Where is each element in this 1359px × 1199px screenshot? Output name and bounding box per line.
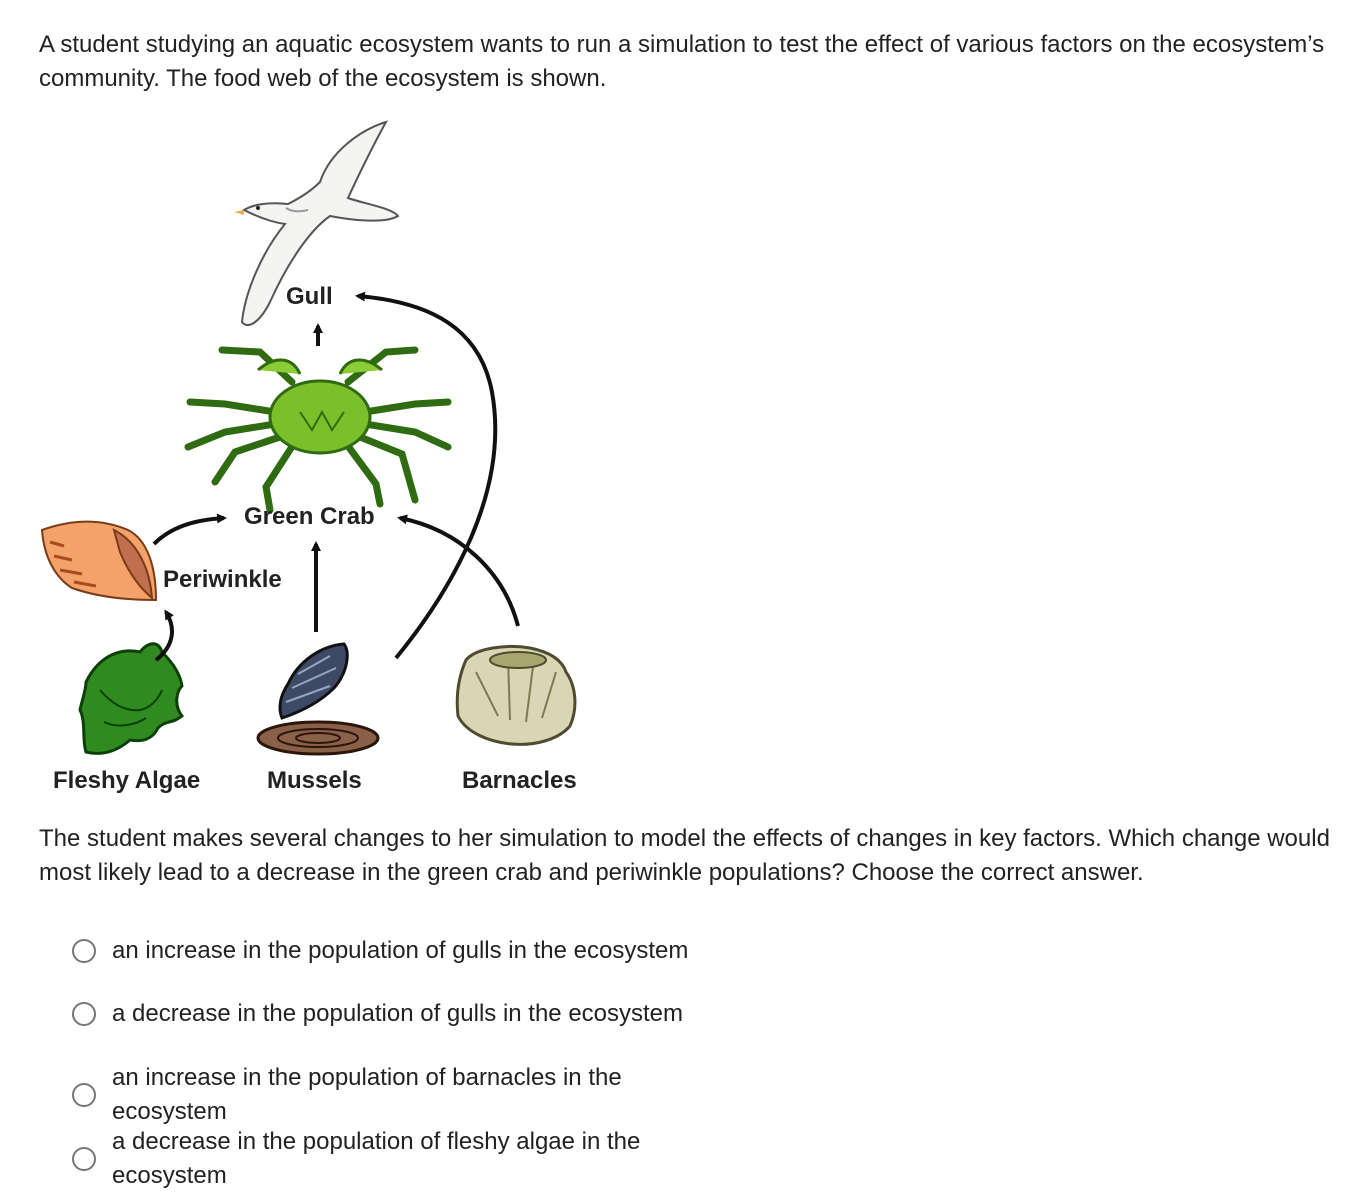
answer-option-label: an increase in the population of barnacles in the ecosystem [112,1064,622,1125]
answer-option-label: an increase in the population of gulls in the ecosystem [112,937,689,964]
radio-button[interactable] [72,1083,96,1107]
arrow-periwinkle-to-crab [154,518,224,544]
question-intro: A student studying an aquatic ecosystem wants to run a simulation to test the effect of various factors on the ecosystem’s community. The food web of the ecosystem is shown. [39,31,1325,92]
fleshy-algae-label: Fleshy Algae [53,767,201,794]
answer-option-3[interactable] [72,1061,832,1129]
radio-button[interactable] [72,939,96,963]
gull-label: Gull [286,283,333,310]
arrow-barnacles-to-crab [400,518,518,626]
periwinkle-illustration [42,522,156,600]
green-crab-illustration [188,350,448,510]
fleshy-algae-illustration [80,644,182,754]
mussels-illustration [258,644,378,754]
answer-option-4[interactable] [72,1125,832,1193]
food-web-diagram [30,112,610,802]
periwinkle-label: Periwinkle [163,566,282,593]
radio-button[interactable] [72,1002,96,1026]
barnacles-illustration [457,647,575,745]
arrow-mussels-to-gull [358,296,495,658]
answer-option-label: a decrease in the population of gulls in the ecosystem [112,1000,684,1027]
green-crab-label: Green Crab [244,503,375,530]
radio-button[interactable] [72,1147,96,1171]
mussels-label: Mussels [267,767,362,794]
question-text: The student makes several changes to her simulation to model the effects of changes in key factors. Which change would most likely lead to a decrease in the green crab and periwinkle populations? Choose the correct answer. [39,825,1330,886]
food-web-arrows [154,296,518,660]
barnacles-label: Barnacles [462,767,577,794]
answer-option-label: a decrease in the population of fleshy algae in the ecosystem [112,1128,641,1189]
answer-option-2[interactable] [72,997,832,1031]
answer-option-1[interactable] [72,934,832,968]
